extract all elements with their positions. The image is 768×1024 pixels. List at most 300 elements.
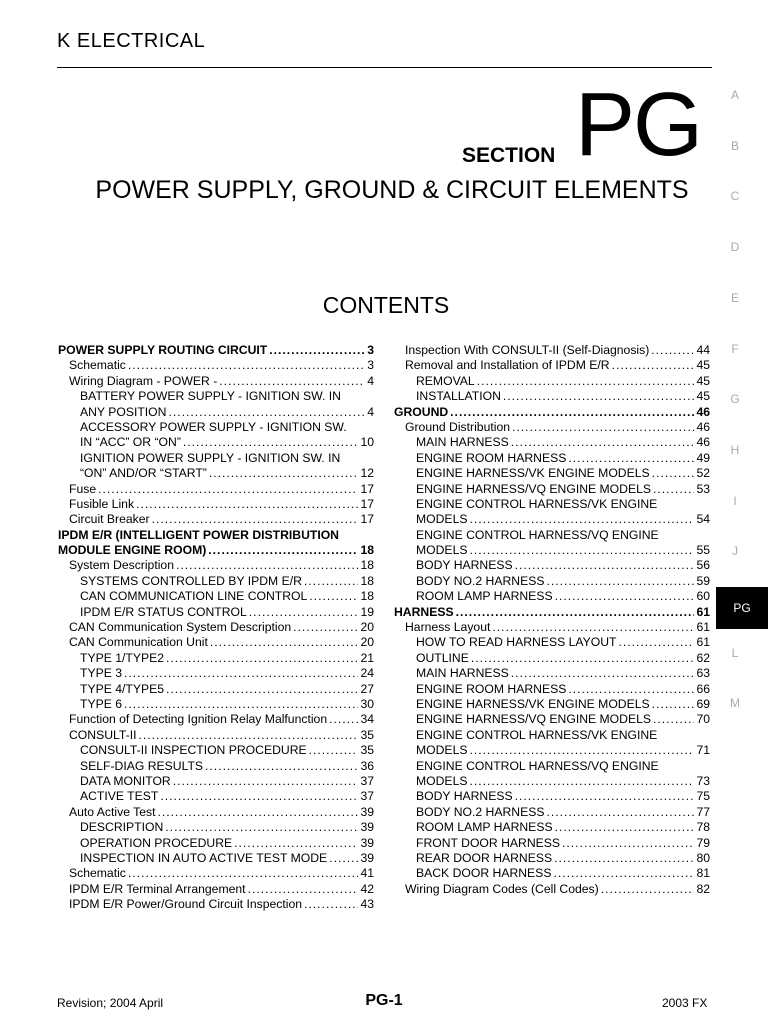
toc-entry-page: 46 (696, 404, 710, 419)
toc-entry-page: 41 (360, 866, 374, 881)
toc-entry-title: CONSULT-II (69, 727, 137, 742)
toc-entry-page: 70 (696, 712, 710, 727)
toc-entry-page: 45 (696, 358, 710, 373)
section-code: PG (575, 75, 702, 175)
toc-entry-page: 46 (696, 435, 710, 450)
toc-leader-dots (652, 466, 695, 481)
toc-entry[interactable] (394, 574, 710, 589)
toc-entry-page: 24 (360, 666, 374, 681)
toc-entry-page: 45 (696, 373, 710, 388)
toc-entry-title: SELF-DIAG RESULTS (80, 758, 204, 773)
toc-entry[interactable] (394, 774, 710, 789)
toc-entry-title: Schematic (69, 358, 126, 373)
toc-entry-title: CAN Communication System Description (69, 620, 292, 635)
toc-entry[interactable] (58, 343, 374, 358)
toc-leader-dots (124, 666, 358, 681)
side-tab-m[interactable]: M (730, 696, 740, 711)
toc-entry-title: BODY HARNESS (416, 558, 513, 573)
toc-leader-dots (512, 420, 694, 435)
footer-revision: Revision; 2004 April (57, 996, 164, 1010)
toc-leader-dots (136, 497, 358, 512)
toc-leader-dots (128, 358, 365, 373)
header-category: K ELECTRICAL (57, 30, 206, 52)
toc-leader-dots (209, 466, 359, 481)
toc-entry-title: BODY NO.2 HARNESS (416, 804, 545, 819)
toc-entry[interactable] (394, 866, 710, 881)
toc-entry[interactable] (394, 358, 710, 373)
toc-entry[interactable] (58, 605, 374, 620)
toc-entry-title: DATA MONITOR (80, 773, 171, 788)
toc-entry[interactable] (58, 558, 374, 573)
toc-entry-page: 19 (360, 604, 374, 619)
toc-entry-title: IN “ACC” OR “ON” (80, 435, 181, 450)
toc-entry-page: 39 (360, 835, 374, 850)
toc-entry-page: 44 (696, 343, 710, 357)
toc-entry[interactable] (394, 512, 710, 527)
toc-leader-dots (555, 589, 695, 604)
toc-leader-dots (653, 712, 694, 727)
toc-leader-dots (166, 682, 358, 697)
toc-entry-page: 71 (696, 743, 710, 758)
toc-leader-dots (511, 666, 695, 681)
toc-entry-page: 4 (367, 404, 374, 419)
toc-entry-title: IPDM E/R STATUS CONTROL (80, 604, 247, 619)
toc-entry[interactable] (58, 451, 374, 466)
toc-entry[interactable] (58, 759, 374, 774)
toc-leader-dots (304, 574, 359, 589)
toc-entry-title: BODY NO.2 HARNESS (416, 573, 545, 588)
toc-entry-page: 35 (360, 743, 374, 758)
toc-entry[interactable] (58, 512, 374, 527)
toc-entry-page: 55 (696, 543, 710, 558)
toc-entry-title: MODELS (416, 773, 468, 788)
toc-entry-page: 39 (360, 850, 374, 865)
toc-entry-page: 54 (696, 512, 710, 527)
toc-leader-dots (210, 635, 359, 650)
toc-entry-page: 3 (367, 358, 374, 373)
toc-entry-title: MODELS (416, 543, 468, 558)
toc-leader-dots (469, 774, 694, 789)
toc-entry-page: 78 (696, 820, 710, 835)
toc-entry[interactable] (394, 497, 710, 512)
toc-entry[interactable] (58, 866, 374, 881)
toc-entry-title: ENGINE ROOM HARNESS (416, 681, 567, 696)
toc-entry-page: 63 (696, 666, 710, 681)
toc-entry-title: Fuse (69, 481, 97, 496)
toc-entry-page: 45 (696, 389, 710, 404)
page-title (0, 176, 768, 205)
toc-leader-dots (651, 343, 694, 358)
toc-entry-title: FRONT DOOR HARNESS (416, 835, 561, 850)
toc-entry-page: 52 (696, 466, 710, 481)
toc-entry[interactable] (394, 374, 710, 389)
toc-leader-dots (124, 697, 358, 712)
toc-entry-title: DESCRIPTION (80, 820, 164, 835)
toc-entry-page: 69 (696, 696, 710, 711)
toc-entry-page: 35 (360, 727, 374, 742)
toc-leader-dots (304, 897, 358, 912)
side-tab-a[interactable]: A (730, 88, 739, 102)
toc-entry-title: INSTALLATION (416, 389, 501, 404)
side-tab-l[interactable]: L (731, 645, 739, 660)
toc-leader-dots (160, 789, 358, 804)
toc-leader-dots (309, 743, 359, 758)
toc-entry[interactable] (394, 466, 710, 481)
toc-entry[interactable] (58, 574, 374, 589)
toc-entry[interactable] (58, 620, 374, 635)
toc-leader-dots (469, 543, 694, 558)
toc-leader-dots (173, 774, 359, 789)
footer-model: 2003 FX (662, 996, 708, 1010)
toc-entry-title: CAN COMMUNICATION LINE CONTROL (80, 589, 308, 604)
toc-leader-dots (456, 605, 695, 620)
toc-leader-dots (293, 620, 358, 635)
toc-entry-page: 30 (360, 696, 374, 711)
toc-entry[interactable] (394, 482, 710, 497)
toc-entry-page: 43 (360, 897, 374, 912)
toc-entry[interactable] (58, 743, 374, 758)
toc-entry-page: 79 (696, 835, 710, 850)
toc-leader-dots (515, 789, 695, 804)
toc-entry-page: 18 (360, 543, 374, 558)
toc-entry[interactable] (394, 435, 710, 450)
toc-entry-title: System Description (69, 558, 174, 573)
toc-leader-dots (234, 836, 358, 851)
toc-entry-page: 46 (696, 419, 710, 434)
toc-entry[interactable] (394, 605, 710, 620)
toc-entry-title: MODELS (416, 512, 468, 527)
toc-entry-title: GROUND (394, 404, 449, 419)
toc-leader-dots (568, 682, 694, 697)
toc-entry-page: 39 (360, 820, 374, 835)
toc-entry-title: ENGINE HARNESS/VQ ENGINE MODELS (416, 481, 651, 496)
toc-entry-page: 3 (367, 343, 374, 357)
toc-entry-title: OUTLINE (416, 650, 469, 665)
toc-entry-page: 20 (360, 635, 374, 650)
toc-leader-dots (612, 358, 695, 373)
toc-entry-title: POWER SUPPLY ROUTING CIRCUIT (58, 343, 268, 357)
side-tab-h[interactable]: H (730, 442, 740, 457)
toc-entry-page: 21 (360, 650, 374, 665)
toc-entry-title: IGNITION POWER SUPPLY - IGNITION SW. IN (80, 450, 341, 465)
toc-entry-title: ANY POSITION (80, 404, 167, 419)
toc-entry-page: 81 (696, 866, 710, 881)
toc-entry[interactable] (394, 682, 710, 697)
toc-entry-title: ENGINE CONTROL HARNESS/VK ENGINE (416, 727, 658, 742)
toc-entry-page: 39 (360, 804, 374, 819)
toc-entry[interactable] (58, 374, 374, 389)
toc-entry[interactable] (394, 836, 710, 851)
toc-entry[interactable] (58, 820, 374, 835)
side-tab-pg[interactable]: PG (716, 587, 768, 629)
toc-entry[interactable] (58, 589, 374, 604)
footer-page-id: PG-1 (365, 992, 403, 1009)
toc-entry-page: 12 (360, 466, 374, 481)
toc-leader-dots (546, 574, 694, 589)
toc-entry-page: 80 (696, 850, 710, 865)
toc-leader-dots (158, 805, 359, 820)
toc-entry[interactable] (394, 743, 710, 758)
toc-entry-page: 10 (360, 435, 374, 450)
toc-entry[interactable] (394, 759, 710, 774)
toc-entry-title: “ON” AND/OR “START” (80, 466, 207, 481)
toc-entry-title: REMOVAL (416, 373, 475, 388)
toc-entry-title: OPERATION PROCEDURE (80, 835, 233, 850)
toc-leader-dots (183, 435, 359, 450)
toc-entry[interactable] (58, 497, 374, 512)
toc-entry-title: TYPE 4/TYPE5 (80, 681, 164, 696)
toc-entry[interactable] (58, 435, 374, 450)
toc-leader-dots (515, 558, 695, 573)
toc-entry-title: Removal and Installation of IPDM E/R (405, 358, 610, 373)
toc-entry[interactable] (394, 420, 710, 435)
toc-leader-dots (503, 389, 695, 404)
side-tab-c[interactable]: C (730, 189, 740, 204)
toc-leader-dots (248, 882, 359, 897)
toc-entry[interactable] (58, 851, 374, 866)
toc-entry-page: 82 (696, 881, 710, 896)
toc-entry[interactable] (58, 420, 374, 435)
toc-entry-title: ROOM LAMP HARNESS (416, 820, 553, 835)
toc-leader-dots (139, 728, 359, 743)
toc-entry[interactable] (58, 482, 374, 497)
header-rule (57, 67, 712, 68)
toc-entry-page: 73 (696, 773, 710, 788)
side-tab-e[interactable]: E (730, 290, 739, 305)
toc-entry-title: IPDM E/R (INTELLIGENT POWER DISTRIBUTION (58, 527, 339, 542)
toc-entry-title: Fusible Link (69, 496, 135, 511)
toc-entry-title: TYPE 1/TYPE2 (80, 650, 164, 665)
toc-leader-dots (553, 866, 694, 881)
toc-entry[interactable] (394, 697, 710, 712)
side-tabs (712, 0, 768, 1024)
toc-entry-page: 49 (696, 450, 710, 465)
toc-entry-title: TYPE 6 (80, 696, 122, 711)
toc-entry-title: Schematic (69, 866, 126, 881)
toc-entry[interactable] (394, 666, 710, 681)
side-tab-d[interactable]: D (730, 240, 740, 255)
toc-entry-page: 20 (360, 620, 374, 635)
toc-entry[interactable] (394, 851, 710, 866)
toc-entry[interactable] (58, 712, 374, 727)
contents-heading-text: CONTENTS (322, 292, 450, 318)
toc-entry-page: 62 (696, 650, 710, 665)
toc-leader-dots (469, 512, 694, 527)
toc-entry[interactable] (58, 882, 374, 897)
toc-entry-title: HARNESS (394, 604, 454, 619)
toc-entry[interactable] (58, 389, 374, 404)
toc-entry-page: 27 (360, 681, 374, 696)
toc-entry[interactable] (58, 728, 374, 743)
toc-leader-dots (618, 635, 694, 650)
toc-entry-page: 53 (696, 481, 710, 496)
toc-entry-title: TYPE 3 (80, 666, 122, 681)
toc-entry[interactable] (394, 651, 710, 666)
toc-entry[interactable] (58, 543, 374, 558)
toc-entry[interactable] (394, 789, 710, 804)
toc-entry-title: BODY HARNESS (416, 789, 513, 804)
toc-entry-title: Inspection With CONSULT-II (Self-Diagnosis) (405, 343, 650, 357)
toc-leader-dots (652, 697, 695, 712)
toc-entry-title: MAIN HARNESS (416, 666, 509, 681)
toc-entry-title: CONSULT-II INSPECTION PROCEDURE (80, 743, 307, 758)
toc-leader-dots (166, 651, 358, 666)
toc-leader-dots (329, 851, 358, 866)
toc-entry[interactable] (394, 635, 710, 650)
toc-right-column (394, 343, 710, 897)
toc-entry-page: 59 (696, 573, 710, 588)
toc-entry-title: ENGINE HARNESS/VQ ENGINE MODELS (416, 712, 651, 727)
toc-entry-title: ACCESSORY POWER SUPPLY - IGNITION SW. (80, 419, 347, 434)
toc-entry-title: Auto Active Test (69, 804, 156, 819)
toc-entry-title: IPDM E/R Terminal Arrangement (69, 881, 246, 896)
toc-entry[interactable] (58, 789, 374, 804)
toc-entry[interactable] (58, 528, 374, 543)
toc-entry-title: CAN Communication Unit (69, 635, 208, 650)
toc-entry-title: ENGINE HARNESS/VK ENGINE MODELS (416, 696, 650, 711)
toc-entry-title: BATTERY POWER SUPPLY - IGNITION SW. IN (80, 389, 341, 404)
toc-entry-title: ACTIVE TEST (80, 789, 159, 804)
toc-entry-title: Wiring Diagram - POWER - (69, 373, 218, 388)
toc-entry-page: 56 (696, 558, 710, 573)
toc-entry[interactable] (394, 728, 710, 743)
toc-entry[interactable] (58, 836, 374, 851)
toc-leader-dots (152, 512, 359, 527)
toc-entry-page: 37 (360, 773, 374, 788)
side-tab-b[interactable]: B (730, 138, 739, 153)
toc-entry-title: IPDM E/R Power/Ground Circuit Inspection (69, 897, 303, 912)
toc-leader-dots (309, 589, 358, 604)
toc-entry-title: REAR DOOR HARNESS (416, 850, 553, 865)
toc-leader-dots (511, 435, 695, 450)
toc-entry[interactable] (58, 666, 374, 681)
toc-entry[interactable] (58, 774, 374, 789)
side-tab-f[interactable]: F (731, 341, 739, 356)
toc-leader-dots (562, 836, 694, 851)
toc-leader-dots (165, 820, 358, 835)
toc-entry-title: BACK DOOR HARNESS (416, 866, 552, 881)
toc-entry-title: SYSTEMS CONTROLLED BY IPDM E/R (80, 573, 302, 588)
toc-entry-title: INSPECTION IN AUTO ACTIVE TEST MODE (80, 850, 328, 865)
toc-leader-dots (98, 482, 358, 497)
side-tab-i[interactable]: I (733, 493, 737, 508)
toc-entry-page: 18 (360, 573, 374, 588)
toc-entry-title: ENGINE CONTROL HARNESS/VQ ENGINE (416, 527, 659, 542)
toc-entry-page: 37 (360, 789, 374, 804)
toc-leader-dots (653, 482, 694, 497)
toc-entry-page: 17 (360, 496, 374, 511)
toc-entry[interactable] (58, 358, 374, 373)
toc-leader-dots (554, 851, 694, 866)
toc-entry-title: Wiring Diagram Codes (Cell Codes) (405, 881, 599, 896)
toc-leader-dots (176, 558, 358, 573)
toc-entry-page: 66 (696, 681, 710, 696)
toc-leader-dots (168, 405, 365, 420)
toc-leader-dots (546, 805, 694, 820)
toc-entry-page: 42 (360, 881, 374, 896)
toc-entry-title: ENGINE CONTROL HARNESS/VQ ENGINE (416, 758, 659, 773)
toc-entry-page: 75 (696, 789, 710, 804)
toc-leader-dots (568, 451, 694, 466)
toc-entry[interactable] (394, 620, 710, 635)
toc-entry-page: 18 (360, 589, 374, 604)
toc-leader-dots (219, 374, 365, 389)
toc-entry-title: Ground Distribution (405, 419, 510, 434)
toc-entry[interactable] (58, 682, 374, 697)
contents-heading (0, 292, 768, 319)
toc-entry[interactable] (394, 528, 710, 543)
toc-leader-dots (492, 620, 694, 635)
toc-entry-page: 18 (360, 558, 374, 573)
toc-leader-dots (471, 651, 695, 666)
toc-entry[interactable] (394, 558, 710, 573)
toc-leader-dots (469, 743, 694, 758)
toc-entry[interactable] (58, 405, 374, 420)
toc-entry-title: ENGINE HARNESS/VK ENGINE MODELS (416, 466, 650, 481)
toc-entry-title: Function of Detecting Ignition Relay Malfunction (69, 712, 328, 727)
toc-entry[interactable] (58, 805, 374, 820)
toc-entry[interactable] (394, 820, 710, 835)
toc-entry-title: Circuit Breaker (69, 512, 150, 527)
toc-entry-page: 4 (367, 373, 374, 388)
side-tab-g[interactable]: G (730, 392, 740, 407)
toc-entry-title: ROOM LAMP HARNESS (416, 589, 553, 604)
toc-entry-page: 17 (360, 481, 374, 496)
toc-entry[interactable] (394, 389, 710, 404)
toc-entry[interactable] (58, 697, 374, 712)
toc-leader-dots (205, 759, 358, 774)
toc-entry[interactable] (394, 451, 710, 466)
toc-entry[interactable] (58, 466, 374, 481)
toc-leader-dots (450, 405, 694, 420)
side-tab-j[interactable]: J (732, 544, 738, 559)
toc-entry[interactable] (394, 882, 710, 897)
toc-entry-title: MODELS (416, 743, 468, 758)
toc-leader-dots (249, 605, 359, 620)
toc-leader-dots (477, 374, 695, 389)
toc-entry-page: 17 (360, 512, 374, 527)
toc-entry-page: 61 (696, 604, 710, 619)
toc-leader-dots (128, 866, 359, 881)
toc-entry-page: 77 (696, 804, 710, 819)
toc-entry-page: 61 (696, 620, 710, 635)
toc-entry-page: 60 (696, 589, 710, 604)
toc-entry-title: MODULE ENGINE ROOM) (58, 543, 207, 558)
toc-entry-title: ENGINE ROOM HARNESS (416, 450, 567, 465)
toc-entry-title: MAIN HARNESS (416, 435, 509, 450)
toc-entry[interactable] (394, 589, 710, 604)
toc-entry-page: 34 (360, 712, 374, 727)
toc-entry[interactable] (394, 405, 710, 420)
toc-entry[interactable] (58, 635, 374, 650)
toc-leader-dots (555, 820, 695, 835)
toc-leader-dots (329, 712, 358, 727)
toc-leader-dots (269, 343, 365, 358)
toc-entry[interactable] (394, 543, 710, 558)
toc-entry[interactable] (58, 651, 374, 666)
page-title-text: POWER SUPPLY, GROUND & CIRCUIT ELEMENTS (95, 176, 689, 204)
toc-entry[interactable] (394, 712, 710, 727)
section-word: SECTION (462, 144, 556, 167)
toc-entry[interactable] (394, 343, 710, 358)
toc-leader-dots (601, 882, 695, 897)
toc-entry-page: 36 (360, 758, 374, 773)
toc-entry[interactable] (394, 805, 710, 820)
toc-entry-title: Harness Layout (405, 620, 491, 635)
toc-entry-title: HOW TO READ HARNESS LAYOUT (416, 635, 617, 650)
toc-entry[interactable] (58, 897, 374, 912)
toc-leader-dots (208, 543, 358, 558)
